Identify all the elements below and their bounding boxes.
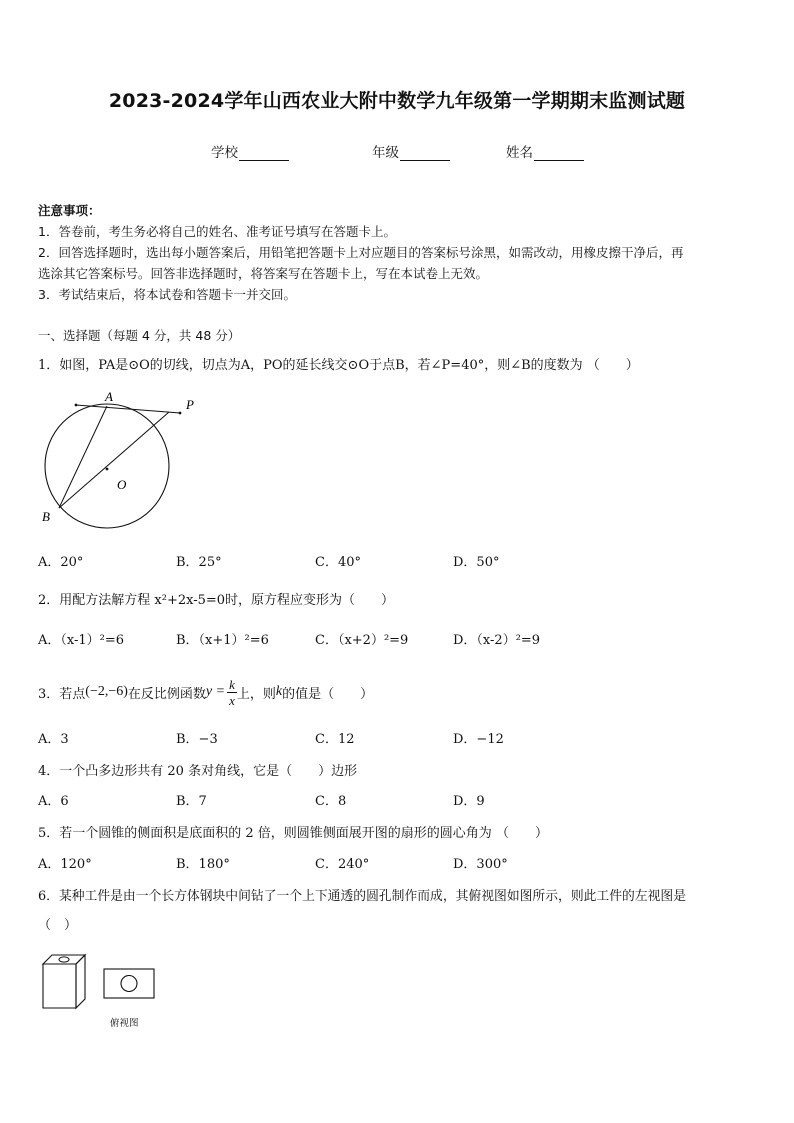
grade-field (372, 141, 450, 161)
name-blank[interactable] (534, 146, 584, 161)
q1-option-d[interactable]: D．50° (453, 555, 500, 570)
name-label: 姓名 (506, 145, 533, 161)
question-6-stem: 6．某种工件是由一个长方体钢块中间钻了一个上下通透的圆孔制作而成，其俯视图如图所示，则此工件的左视图是 (38, 889, 686, 904)
chord-ab (59, 406, 107, 508)
school-field (211, 141, 289, 161)
q3-fraction (227, 677, 237, 708)
q3-frac-num: k (229, 676, 235, 692)
note-item: 1．答卷前，考生务必将自己的姓名、准考证号填写在答题卡上。 (38, 224, 396, 239)
page-title: 2023-2024学年山西农业大附中数学九年级第一学期期末监测试题 (108, 90, 686, 112)
school-blank[interactable] (239, 146, 289, 161)
grade-blank[interactable] (400, 146, 450, 161)
note-item: 3．考试结束后，将本试卷和答题卡一并交回。 (38, 287, 296, 302)
school-label: 学校 (211, 145, 238, 161)
block-front-face (43, 964, 76, 1008)
question-1-stem: 1．如图，PA是⊙O的切线，切点为A，PO的延长线交⊙O于点B，若∠P=40°，则∠B的度数为 （ ） (38, 358, 639, 373)
note-item: 2．回答选择题时，选出每小题答案后，用铅笔把答题卡上对应题目的答案标号涂黑，如需改动，用橡皮擦干净后，再 (38, 245, 684, 260)
top-view-rect (104, 969, 154, 998)
q3-option-a[interactable]: A．3 (38, 732, 69, 747)
label-a: A (105, 389, 113, 404)
q3-point: (−2,−6) (85, 684, 128, 699)
q5-option-d[interactable]: D．300° (453, 857, 508, 872)
point-dot (75, 404, 78, 407)
circle-tangent-figure (36, 384, 206, 529)
q5-option-c[interactable]: C．240° (315, 857, 370, 872)
q4-option-b[interactable]: B．7 (176, 794, 207, 809)
line-bp (59, 412, 169, 508)
workpiece-figure (40, 952, 170, 1014)
q2-option-a[interactable]: A．（x-1）²=6 (38, 633, 125, 648)
q1-option-a[interactable]: A．20° (38, 555, 84, 570)
point-dot (179, 412, 182, 415)
q2-option-c[interactable]: C．（x+2）²=9 (315, 633, 409, 648)
q2-option-d[interactable]: D．（x-2）²=9 (453, 633, 541, 648)
note-item: 选涂其它答案标号。回答非选择题时，将答案写在答题卡上，写在本试卷上无效。 (38, 266, 489, 281)
q1-option-c[interactable]: C．40° (315, 555, 361, 570)
name-field (506, 141, 584, 161)
question-5-stem: 5．若一个圆锥的侧面积是底面积的 2 倍，则圆锥侧面展开图的扇形的圆心角为 （ ） (38, 826, 548, 841)
q5-option-a[interactable]: A．120° (38, 857, 92, 872)
q3-func-lhs: y = (205, 684, 226, 699)
notes-heading: 注意事项： (38, 203, 101, 218)
section-heading: 一、选择题（每题 4 分，共 48 分） (38, 328, 241, 343)
figure-caption: 俯视图 (110, 1018, 139, 1029)
center-point (106, 468, 109, 471)
q1-option-b[interactable]: B．25° (176, 555, 222, 570)
q3-mid: 在反比例函数 (127, 686, 206, 702)
block-top-face (43, 955, 85, 964)
question-3-stem (38, 672, 373, 712)
label-o: O (117, 477, 127, 492)
q3-mid2: 上，则 (236, 686, 276, 702)
question-2-stem: 2．用配方法解方程 x²+2x-5=0时，原方程应变形为（ ） (38, 593, 395, 608)
q3-option-c[interactable]: C．12 (315, 732, 355, 747)
q3-frac-den: x (229, 692, 235, 708)
q3-suffix: 的值是（ ） (282, 686, 374, 702)
question-6-stem-cont: （ ） (38, 918, 78, 933)
q3-option-b[interactable]: B．−3 (176, 732, 218, 747)
q5-option-b[interactable]: B．180° (176, 857, 230, 872)
block-side-face (76, 955, 85, 1008)
q3-prefix: 3．若点 (38, 686, 86, 702)
question-4-stem: 4．一个凸多边形共有 20 条对角线，它是（ ）边形 (38, 764, 358, 779)
q4-option-d[interactable]: D．9 (453, 794, 485, 809)
q4-option-a[interactable]: A．6 (38, 794, 69, 809)
q4-option-c[interactable]: C．8 (315, 794, 347, 809)
q2-option-b[interactable]: B．（x+1）²=6 (176, 633, 269, 648)
hole-ellipse (59, 957, 69, 962)
q3-option-d[interactable]: D．−12 (453, 732, 504, 747)
label-b: B (42, 509, 50, 524)
top-view-hole (121, 976, 137, 992)
grade-label: 年级 (372, 145, 399, 161)
tangent-line-pa (76, 405, 180, 413)
q3-var: k (275, 684, 283, 699)
label-p: P (186, 397, 194, 412)
